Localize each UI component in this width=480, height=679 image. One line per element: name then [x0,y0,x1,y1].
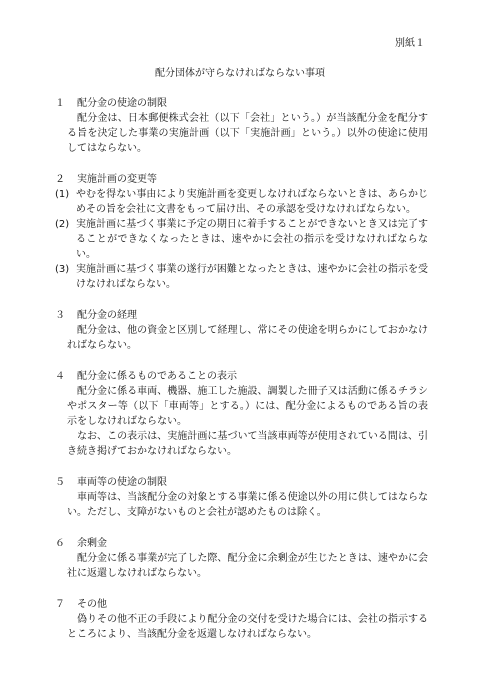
section-heading-text: 配分金の経理 [77,310,137,321]
document-title: 配分団体が守らなければならない事項 [155,68,325,79]
section-paragraph: 配分金に係る車両、機器、施工した施設、調製した冊子又は活動に係るチラシやポスター等（以下「車両等」とする。）には、配分金によるものである旨の表示をしなければならない。 [67,386,428,427]
section-number: ３ [55,310,65,321]
section-paragraph: なお、この表示は、実施計画に基づいて当該車両等が使用されている間は、引き続き掲げておかなければならない。 [67,431,428,457]
section-heading-text: 車両等の使途の制限 [77,477,167,488]
section-number: ２ [55,174,65,185]
item-text: 実施計画に基づく事業の遂行が困難となったときは、速やかに会社の指示を受けなければならない。 [76,264,428,290]
section-paragraph: 配分金は、他の資金と区別して経理し、常にその使途を明らかにしておかなければならない。 [67,325,428,351]
section-display-notice [55,369,428,459]
item-label: (1) [55,189,70,200]
section-item [55,262,428,292]
item-label: (3) [55,264,70,275]
section-number: １ [55,98,65,109]
section-heading [55,172,428,187]
attachment-label: 別紙１ [395,38,425,49]
section-heading [55,475,428,490]
section-item [55,217,428,262]
section-heading-text: 配分金に係るものであることの表示 [77,371,237,382]
section-vehicle-usage [55,475,428,520]
section-surplus [55,536,428,581]
section-number: ７ [55,599,65,610]
section-heading-text: 実施計画の変更等 [77,174,157,185]
section-heading [55,369,428,384]
section-accounting [55,308,428,353]
section-paragraph: 車両等は、当該配分金の対象とする事業に係る使途以外の用に供してはならない。ただし、支障がないものと会社が認めたものは除く。 [67,492,428,518]
section-heading [55,96,428,111]
section-heading [55,536,428,551]
sections-list [55,96,428,658]
section-heading [55,308,428,323]
item-text: 実施計画に基づく事業に予定の期日に着手することができないとき又は完了することができなくなったときは、速やかに会社の指示を受けなければならない。 [76,219,428,260]
section-heading-text: 余剰金 [77,538,107,549]
section-plan-changes [55,172,428,292]
section-paragraph: 偽りその他不正の手段により配分金の交付を受けた場合には、会社の指示するところにより、当該配分金を返還しなければならない。 [67,614,428,640]
section-heading-text: その他 [77,599,107,610]
section-number: ４ [55,371,65,382]
section-paragraph: 配分金は、日本郵便株式会社（以下「会社」という。）が当該配分金を配分する旨を決定した事業の実施計画（以下「実施計画」という。）以外の使途に使用してはならない。 [67,113,428,154]
section-item [55,187,428,217]
section-number: ５ [55,477,65,488]
section-heading [55,597,428,612]
section-other [55,597,428,642]
section-paragraph: 配分金に係る事業が完了した際、配分金に余剰金が生じたときは、速やかに会社に返還しなければならない。 [67,553,428,579]
item-label: (2) [55,219,70,230]
section-heading-text: 配分金の使途の制限 [77,98,167,109]
section-usage-restriction [55,96,428,156]
section-number: ６ [55,538,65,549]
item-text: やむを得ない事由により実施計画を変更しなければならないときは、あらかじめその旨を会社に文書をもって届け出、その承認を受けなければならない。 [76,189,428,215]
